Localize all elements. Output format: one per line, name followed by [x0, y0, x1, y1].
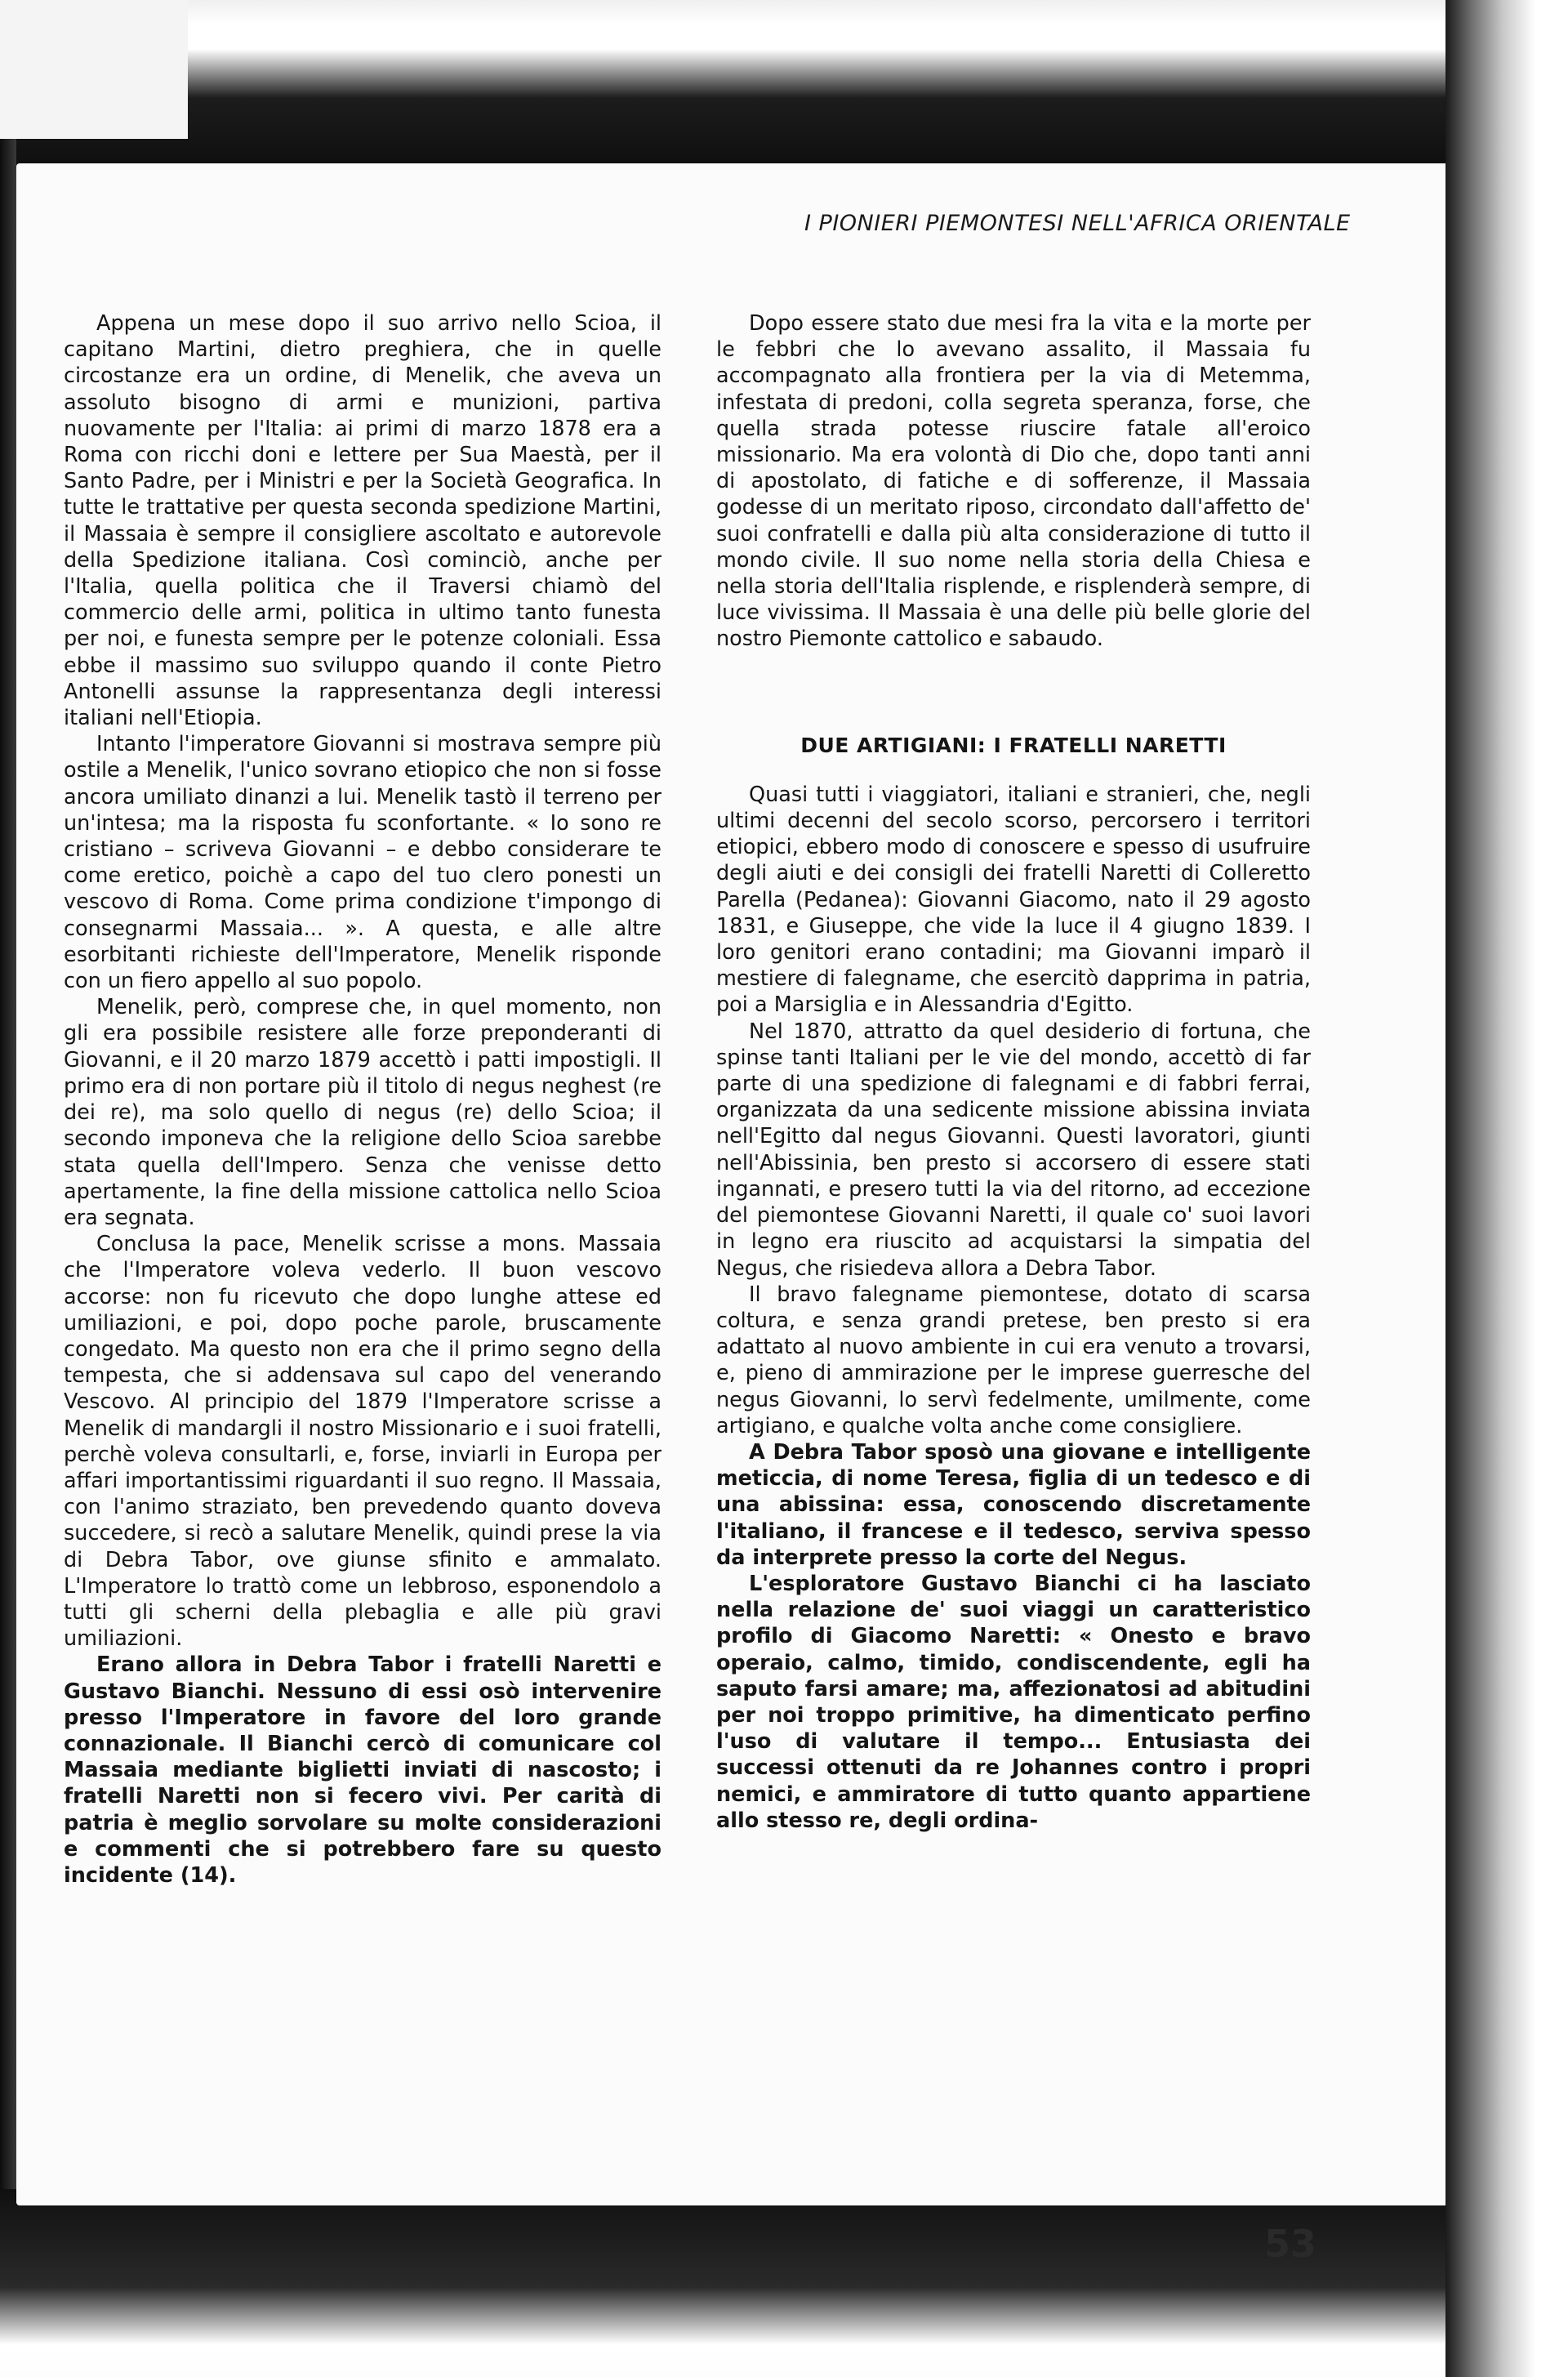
- right-paragraph-1: Quasi tutti i viaggiatori, italiani e stranieri, che, negli ultimi decenni del secolo scorso, percorsero i territori etiopici, ebbero modo di conoscere e spesso di usufruire degli aiuti e dei consigli dei fratelli Naretti di Colleretto Parella (Pedanea): Giovanni Giacomo, nato il 29 agosto 1831, e Giuseppe, che vide la luce il 4 giugno 1839. I loro genitori erano contadini; ma Giovanni imparò il mestiere di falegname, che esercitò dapprima in patria, poi a Marsiglia e in Alessandria d'Egitto.: [716, 782, 1311, 1018]
- right-paragraph-4: A Debra Tabor sposò una giovane e intelligente meticcia, di nome Teresa, figlia di un tedesco e di una abissina: essa, conoscendo discretamente l'italiano, il francese e il tedesco, serviva spesso da interprete presso la corte del Negus.: [716, 1439, 1311, 1570]
- section-title: DUE ARTIGIANI: I FRATELLI NARETTI: [800, 733, 1227, 757]
- scan-bottom-edge: [0, 2189, 1568, 2377]
- left-paragraph-3: Menelik, però, comprese che, in quel momento, non gli era possibile resistere alle forze preponderanti di Giovanni, e il 20 marzo 1879 accettò i patti impostigli. Il primo era di non portare più il titolo di negus neghest (re dei re), ma solo quello di negus (re) dello Scioa; il secondo imponeva che la religione dello Scioa sarebbe stata quella dell'Impero. Senza che venisse detto apertamente, la fine della missione cattolica nello Scioa era segnata.: [64, 995, 662, 1230]
- scan-top-edge: [0, 0, 1568, 188]
- left-paragraph-4: Conclusa la pace, Menelik scrisse a mons. Massaia che l'Imperatore voleva vederlo. Il buon vescovo accorse: non fu ricevuto che dopo lunghe attese ed umiliazioni, e poi, dopo poche parole, bruscamente congedato. Ma questo non era che il primo segno della tempesta, che si addensava sul capo del venerando Vescovo. Al principio del 1879 l'Imperatore scrisse a Menelik di mandargli il nostro Missionario e i suoi fratelli, perchè voleva consultarli, e, forse, inviarli in Europa per affari importantissimi riguardanti il suo regno. Il Massaia, con l'animo straziato, ben prevedendo quanto doveva succedere, si recò a salutare Menelik, quindi prese la via di Debra Tabor, ove giunse sfinito e ammalato. L'Imperatore lo trattò come un lebbroso, esponendolo a tutti gli scherni della plebaglia e alle più gravi umiliazioni.: [64, 1232, 662, 1652]
- left-paragraph-1: Appena un mese dopo il suo arrivo nello Scioa, il capitano Martini, dietro preghiera, che in quelle circostanze era un ordine, di Menelik, che aveva un assoluto bisogno di armi e munizioni, partiva nuovamente per l'Italia: ai primi di marzo 1878 era a Roma con ricchi doni e lettere per Sua Maestà, per il Santo Padre, per i Ministri e per la Società Geografica. In tutte le trattative per questa seconda spedizione Martini, il Massaia è sempre il consigliere ascoltato e autorevole della Spedizione italiana. Così cominciò, anche per l'Italia, quella politica che il Traversi chiamò del commercio delle armi, politica in ultimo tanto funesta per noi, e funesta sempre per le potenze coloniali. Essa ebbe il massimo suo sviluppo quando il conte Pietro Antonelli assunse la rappresentanza degli interessi italiani nell'Etiopia.: [64, 311, 662, 731]
- left-paragraph-5: Erano allora in Debra Tabor i fratelli Naretti e Gustavo Bianchi. Nessuno di essi osò intervenire presso l'Imperatore in favore del loro grande connazionale. Il Bianchi cercò di comunicare col Massaia mediante biglietti inviati di nascosto; i fratelli Naretti non si fecero vivi. Per carità di patria è meglio sorvolare su molte considerazioni e commenti che si potrebbero fare su questo incidente (14).: [64, 1652, 662, 1888]
- right-column: [716, 310, 1311, 1834]
- right-paragraph-2: Nel 1870, attratto da quel desiderio di fortuna, che spinse tanti Italiani per le vie del mondo, accettò di far parte di una spedizione di falegnami e di fabbri ferrai, organizzata da una sedicente missione abissina inviata nell'Egitto dal negus Giovanni. Questi lavoratori, giunti nell'Abissinia, ben presto si accorsero di essere stati ingannati, e presero tutti la via del ritorno, ad eccezione del piemontese Giovanni Naretti, il quale co' suoi lavori in legno era riuscito ad acquistarsi la simpatia del Negus, che risiedeva allora a Debra Tabor.: [716, 1019, 1311, 1281]
- scan-left-edge: [0, 139, 16, 2377]
- page-number: 53: [1264, 2222, 1317, 2266]
- right-paragraph-5: L'esploratore Gustavo Bianchi ci ha lasciato nella relazione de' suoi viaggi un caratteristico profilo di Giacomo Naretti: « Onesto e bravo operaio, calmo, timido, condiscendente, egli ha saputo farsi amare; ma, affezionatosi ad abitudini per noi troppo primitive, ha dimenticato perfino l'uso di valutare il tempo... Entusiasta dei successi ottenuti da re Johannes contro i propri nemici, e ammiratore di tutto quanto appartiene allo stesso re, degli ordina-: [716, 1571, 1311, 1833]
- right-intro-paragraph: Dopo essere stato due mesi fra la vita e la morte per le febbri che lo avevano assalito, il Massaia fu accompagnato alla frontiera per la via di Metemma, infestata di predoni, colla segreta speranza, forse, che quella strada potesse riuscire fatale all'eroico missionario. Ma era volontà di Dio che, dopo tanti anni di apostolato, di fatiche e di sofferenze, il Massaia godesse di un meritato riposo, circondato dall'affetto de' suoi confratelli e dalla più alta considerazione di tutto il mondo civile. Il suo nome nella storia della Chiesa e nella storia dell'Italia risplende, e risplenderà sempre, di luce vivissima. Il Massaia è una delle più belle glorie del nostro Piemonte cattolico e sabaudo.: [716, 311, 1311, 652]
- right-paragraph-3: Il bravo falegname piemontese, dotato di scarsa coltura, e senza grandi pretese, ben presto si era adattato al nuovo ambiente in cui era venuto a trovarsi, e, pieno di ammirazione per le imprese guerresche del negus Giovanni, lo servì fedelmente, umilmente, come artigiano, e qualche volta anche come consigliere.: [716, 1282, 1311, 1438]
- scan-right-edge: [1446, 0, 1568, 2377]
- left-paragraph-2: Intanto l'imperatore Giovanni si mostrava sempre più ostile a Menelik, l'unico sovrano etiopico che non si fosse ancora umiliato dinanzi a lui. Menelik tastò il terreno per un'intesa; ma la risposta fu sconfortante. « Io sono re cristiano – scriveva Giovanni – e debbo considerare te come eretico, poichè a capo del tuo clero ponesti un vescovo di Roma. Come prima condizione t'impongo di consegnarmi Massaia... ». A questa, e alle altre esorbitanti richieste dell'Imperatore, Menelik risponde con un fiero appello al suo popolo.: [64, 732, 662, 994]
- left-column: [64, 310, 662, 1889]
- scan-top-left-paper: [0, 0, 188, 139]
- running-header: I PIONIERI PIEMONTESI NELL'AFRICA ORIENTALE: [804, 211, 1351, 236]
